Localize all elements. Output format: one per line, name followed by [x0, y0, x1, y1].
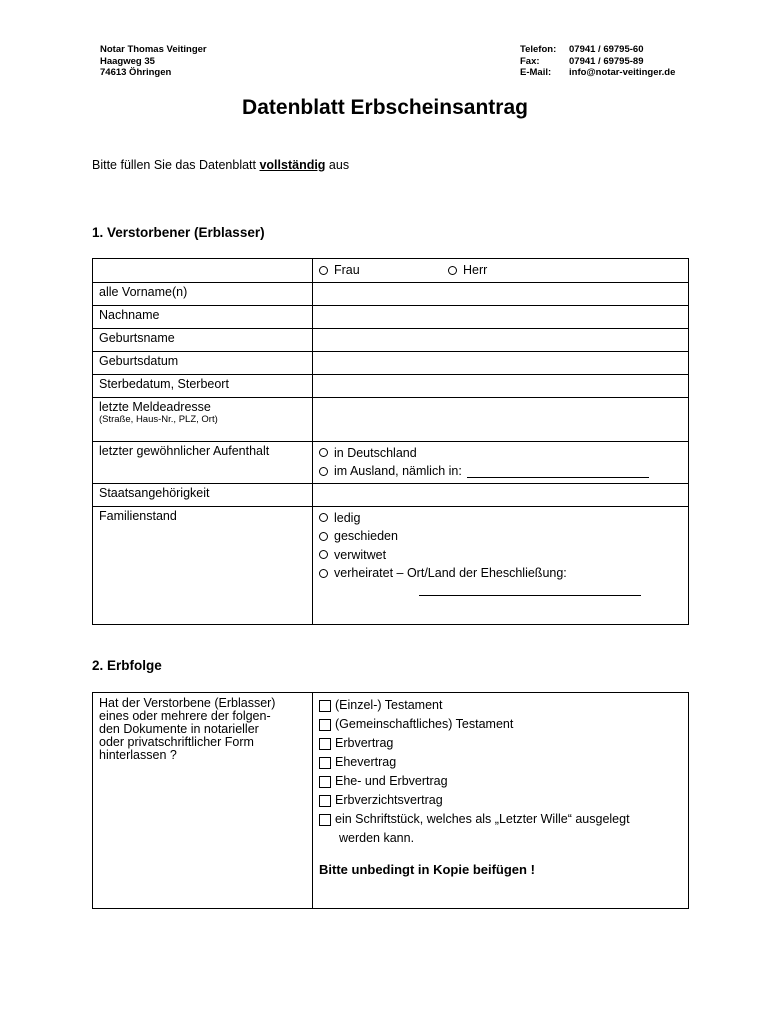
- checkbox-erbverzichtsvertrag[interactable]: [319, 795, 331, 807]
- checkbox-schriftstueck[interactable]: [319, 814, 331, 826]
- option-herr-label: Herr: [463, 263, 488, 277]
- checkbox-gemeinschaftliches-testament[interactable]: [319, 719, 331, 731]
- field-label-aufenthalt: letzter gewöhnlicher Aufenthalt: [93, 441, 313, 483]
- option-label: Erbverzichtsvertrag: [335, 793, 443, 807]
- field-input-staatsangehoerigkeit[interactable]: [313, 483, 689, 506]
- radio-ledig[interactable]: [319, 513, 328, 522]
- contact-label: Fax:: [520, 55, 540, 67]
- table-row: [93, 506, 689, 624]
- field-input-sterbedatum[interactable]: [313, 374, 689, 397]
- table-row: [93, 351, 689, 374]
- notary-address-block: [100, 44, 207, 79]
- section1-heading: 1. Verstorbener (Erblasser): [92, 225, 265, 240]
- field-label-geburtsname: Geburtsname: [93, 328, 313, 351]
- option-ausland-label: im Ausland, nämlich in:: [334, 464, 462, 478]
- intro-before: Bitte füllen Sie das Datenblatt: [92, 158, 260, 172]
- radio-geschieden[interactable]: [319, 532, 328, 541]
- ausland-input-line[interactable]: [467, 465, 649, 478]
- radio-verwitwet[interactable]: [319, 550, 328, 559]
- empty-label-cell: [93, 259, 313, 283]
- intro-text: [92, 158, 349, 172]
- checkbox-einzel-testament[interactable]: [319, 700, 331, 712]
- radio-deutschland[interactable]: [319, 448, 328, 457]
- question-line: hinterlassen ?: [99, 748, 177, 762]
- table-row: [93, 693, 689, 909]
- contact-label: E-Mail:: [520, 67, 552, 78]
- field-label-vornamen: alle Vorname(n): [93, 282, 313, 305]
- option-label: ein Schriftstück, welches als „Letzter Wille“ ausgelegt: [335, 812, 630, 826]
- radio-verheiratet[interactable]: [319, 569, 328, 578]
- field-label-nachname: Nachname: [93, 305, 313, 328]
- option-label: (Gemeinschaftliches) Testament: [335, 717, 514, 731]
- contact-fax: [520, 56, 675, 68]
- succession-table: [92, 692, 689, 909]
- field-input-geburtsname[interactable]: [313, 328, 689, 351]
- section2-heading: 2. Erbfolge: [92, 658, 162, 673]
- table-row: [93, 441, 689, 483]
- documents-options: [313, 693, 689, 909]
- notary-street: Haagweg 35: [100, 55, 155, 67]
- option-continuation: werden kann.: [339, 831, 415, 845]
- deceased-table: [92, 258, 689, 625]
- radio-ausland[interactable]: [319, 467, 328, 476]
- option-deutschland-label: in Deutschland: [334, 445, 417, 460]
- question-line: Hat der Verstorbene (Erblasser): [99, 696, 276, 710]
- contact-value[interactable]: info@notar-veitinger.de: [569, 67, 676, 78]
- question-line: eines oder mehrere der folgen-: [99, 709, 271, 723]
- radio-herr[interactable]: [448, 266, 457, 275]
- copy-note: Bitte unbedingt in Kopie beifügen !: [319, 862, 535, 877]
- field-input-geburtsdatum[interactable]: [313, 351, 689, 374]
- address-label: letzte Meldeadresse: [99, 399, 211, 414]
- field-label-familienstand: Familienstand: [93, 506, 313, 624]
- table-row: [93, 259, 689, 283]
- notary-contact-block: [520, 44, 675, 79]
- option-ledig-label: ledig: [334, 510, 361, 525]
- option-verheiratet-label: verheiratet – Ort/Land der Eheschließung:: [334, 566, 567, 580]
- notary-city: 74613 Öhringen: [100, 67, 172, 78]
- gender-cell: [313, 259, 689, 283]
- checkbox-ehe-und-erbvertrag[interactable]: [319, 776, 331, 788]
- option-label: Ehe- und Erbvertrag: [335, 774, 448, 788]
- option-label: Ehevertrag: [335, 755, 397, 769]
- contact-label: Telefon:: [520, 44, 557, 55]
- option-geschieden-label: geschieden: [334, 529, 398, 543]
- eheschliessung-input-line[interactable]: [419, 583, 641, 596]
- field-label-staatsangehoerigkeit: Staatsangehörigkeit: [93, 483, 313, 506]
- checkbox-ehevertrag[interactable]: [319, 757, 331, 769]
- documents-question: [93, 693, 313, 909]
- marital-options: [313, 506, 689, 624]
- table-row: [93, 397, 689, 441]
- page-title: Datenblatt Erbscheinsantrag: [242, 96, 528, 119]
- option-label: (Einzel-) Testament: [335, 698, 443, 712]
- contact-value: 07941 / 69795-89: [569, 55, 644, 67]
- contact-value: 07941 / 69795-60: [569, 44, 644, 55]
- field-label-sterbedatum: Sterbedatum, Sterbeort: [93, 374, 313, 397]
- table-row: [93, 328, 689, 351]
- intro-emphasis: vollständig: [259, 158, 326, 172]
- option-verwitwet-label: verwitwet: [334, 547, 387, 562]
- field-input-vornamen[interactable]: [313, 282, 689, 305]
- residence-options: [313, 441, 689, 483]
- table-row: [93, 483, 689, 506]
- field-label-meldeadresse: [93, 397, 313, 441]
- checkbox-erbvertrag[interactable]: [319, 738, 331, 750]
- question-line: oder privatschriftlicher Form: [99, 735, 254, 749]
- field-input-nachname[interactable]: [313, 305, 689, 328]
- table-row: [93, 374, 689, 397]
- notary-name: Notar Thomas Veitinger: [100, 44, 207, 55]
- address-hint: (Straße, Haus-Nr., PLZ, Ort): [99, 413, 218, 425]
- field-input-meldeadresse[interactable]: [313, 397, 689, 441]
- table-row: [93, 282, 689, 305]
- contact-phone: [520, 44, 675, 56]
- field-label-geburtsdatum: Geburtsdatum: [93, 351, 313, 374]
- option-label: Erbvertrag: [335, 736, 394, 750]
- table-row: [93, 305, 689, 328]
- question-line: den Dokumente in notarieller: [99, 722, 259, 736]
- option-frau-label: Frau: [334, 263, 360, 277]
- radio-frau[interactable]: [319, 266, 328, 275]
- intro-after: aus: [325, 158, 350, 172]
- contact-email: [520, 67, 675, 79]
